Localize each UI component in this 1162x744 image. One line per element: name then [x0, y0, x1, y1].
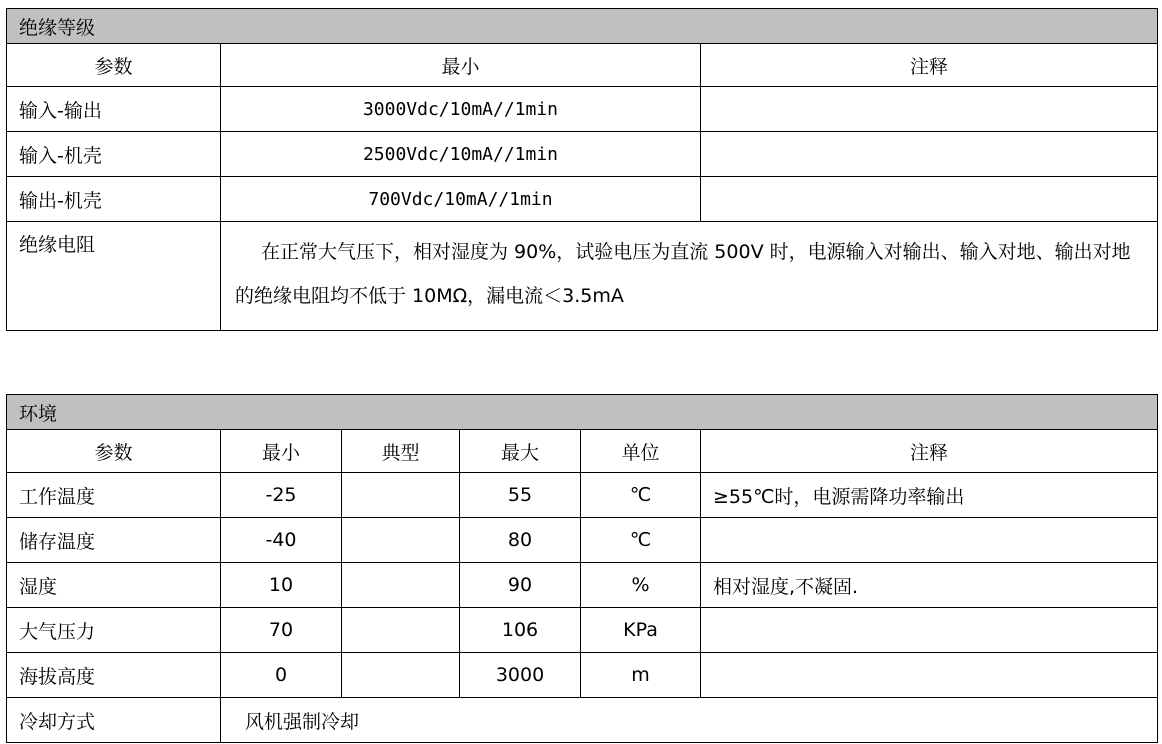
row-typ [342, 518, 460, 563]
row-min: 10 [221, 563, 342, 608]
row-param: 工作温度 [7, 473, 221, 518]
header-note: 注释 [701, 44, 1158, 87]
row-min: -40 [221, 518, 342, 563]
header-max: 最大 [460, 430, 581, 473]
header-param: 参数 [7, 430, 221, 473]
row-min: 2500Vdc/10mA//1min [221, 132, 701, 177]
row-typ [342, 473, 460, 518]
row-unit: ℃ [581, 518, 701, 563]
row-note [701, 518, 1158, 563]
resistance-text: 在正常大气压下，相对湿度为 90%，试验电压为直流 500V 时，电源输入对输出、输入对地、输出对地的绝缘电阻均不低于 10MΩ，漏电流＜3.5mA [235, 241, 1131, 307]
table-row [7, 698, 1158, 743]
row-min: 0 [221, 653, 342, 698]
row-param: 大气压力 [7, 608, 221, 653]
row-note [701, 132, 1158, 177]
row-min: 3000Vdc/10mA//1min [221, 87, 701, 132]
header-param: 参数 [7, 44, 221, 87]
header-unit: 单位 [581, 430, 701, 473]
table-row [7, 563, 1158, 608]
row-unit: KPa [581, 608, 701, 653]
row-note [701, 177, 1158, 222]
row-typ [342, 563, 460, 608]
table-row [7, 608, 1158, 653]
cooling-value: 风机强制冷却 [221, 698, 1158, 743]
table-header-row [7, 44, 1158, 87]
row-typ [342, 653, 460, 698]
row-unit: ℃ [581, 473, 701, 518]
insulation-table [6, 8, 1158, 331]
row-param: 海拔高度 [7, 653, 221, 698]
table-row [7, 653, 1158, 698]
environment-title: 环境 [7, 395, 1158, 430]
table-row [7, 518, 1158, 563]
row-note: 相对湿度,不凝固. [701, 563, 1158, 608]
row-unit: m [581, 653, 701, 698]
table-header-row [7, 430, 1158, 473]
row-typ [342, 608, 460, 653]
resistance-param: 绝缘电阻 [7, 222, 221, 331]
header-typ: 典型 [342, 430, 460, 473]
row-param: 输出-机壳 [7, 177, 221, 222]
table-row [7, 177, 1158, 222]
row-min: 700Vdc/10mA//1min [221, 177, 701, 222]
row-note [701, 653, 1158, 698]
row-note [701, 87, 1158, 132]
row-min: 70 [221, 608, 342, 653]
row-unit: % [581, 563, 701, 608]
header-min: 最小 [221, 430, 342, 473]
row-max: 3000 [460, 653, 581, 698]
row-max: 55 [460, 473, 581, 518]
row-min: -25 [221, 473, 342, 518]
environment-table [6, 394, 1158, 743]
cooling-param: 冷却方式 [7, 698, 221, 743]
row-param: 输入-机壳 [7, 132, 221, 177]
table-row [7, 222, 1158, 331]
table-row [7, 132, 1158, 177]
row-note: ≥55℃时，电源需降功率输出 [701, 473, 1158, 518]
table-row [7, 473, 1158, 518]
table-row [7, 87, 1158, 132]
row-note [701, 608, 1158, 653]
header-min: 最小 [221, 44, 701, 87]
row-param: 储存温度 [7, 518, 221, 563]
row-max: 106 [460, 608, 581, 653]
resistance-text-cell [221, 222, 1158, 331]
row-param: 输入-输出 [7, 87, 221, 132]
row-max: 90 [460, 563, 581, 608]
header-note: 注释 [701, 430, 1158, 473]
row-max: 80 [460, 518, 581, 563]
row-param: 湿度 [7, 563, 221, 608]
insulation-title: 绝缘等级 [7, 9, 1158, 44]
